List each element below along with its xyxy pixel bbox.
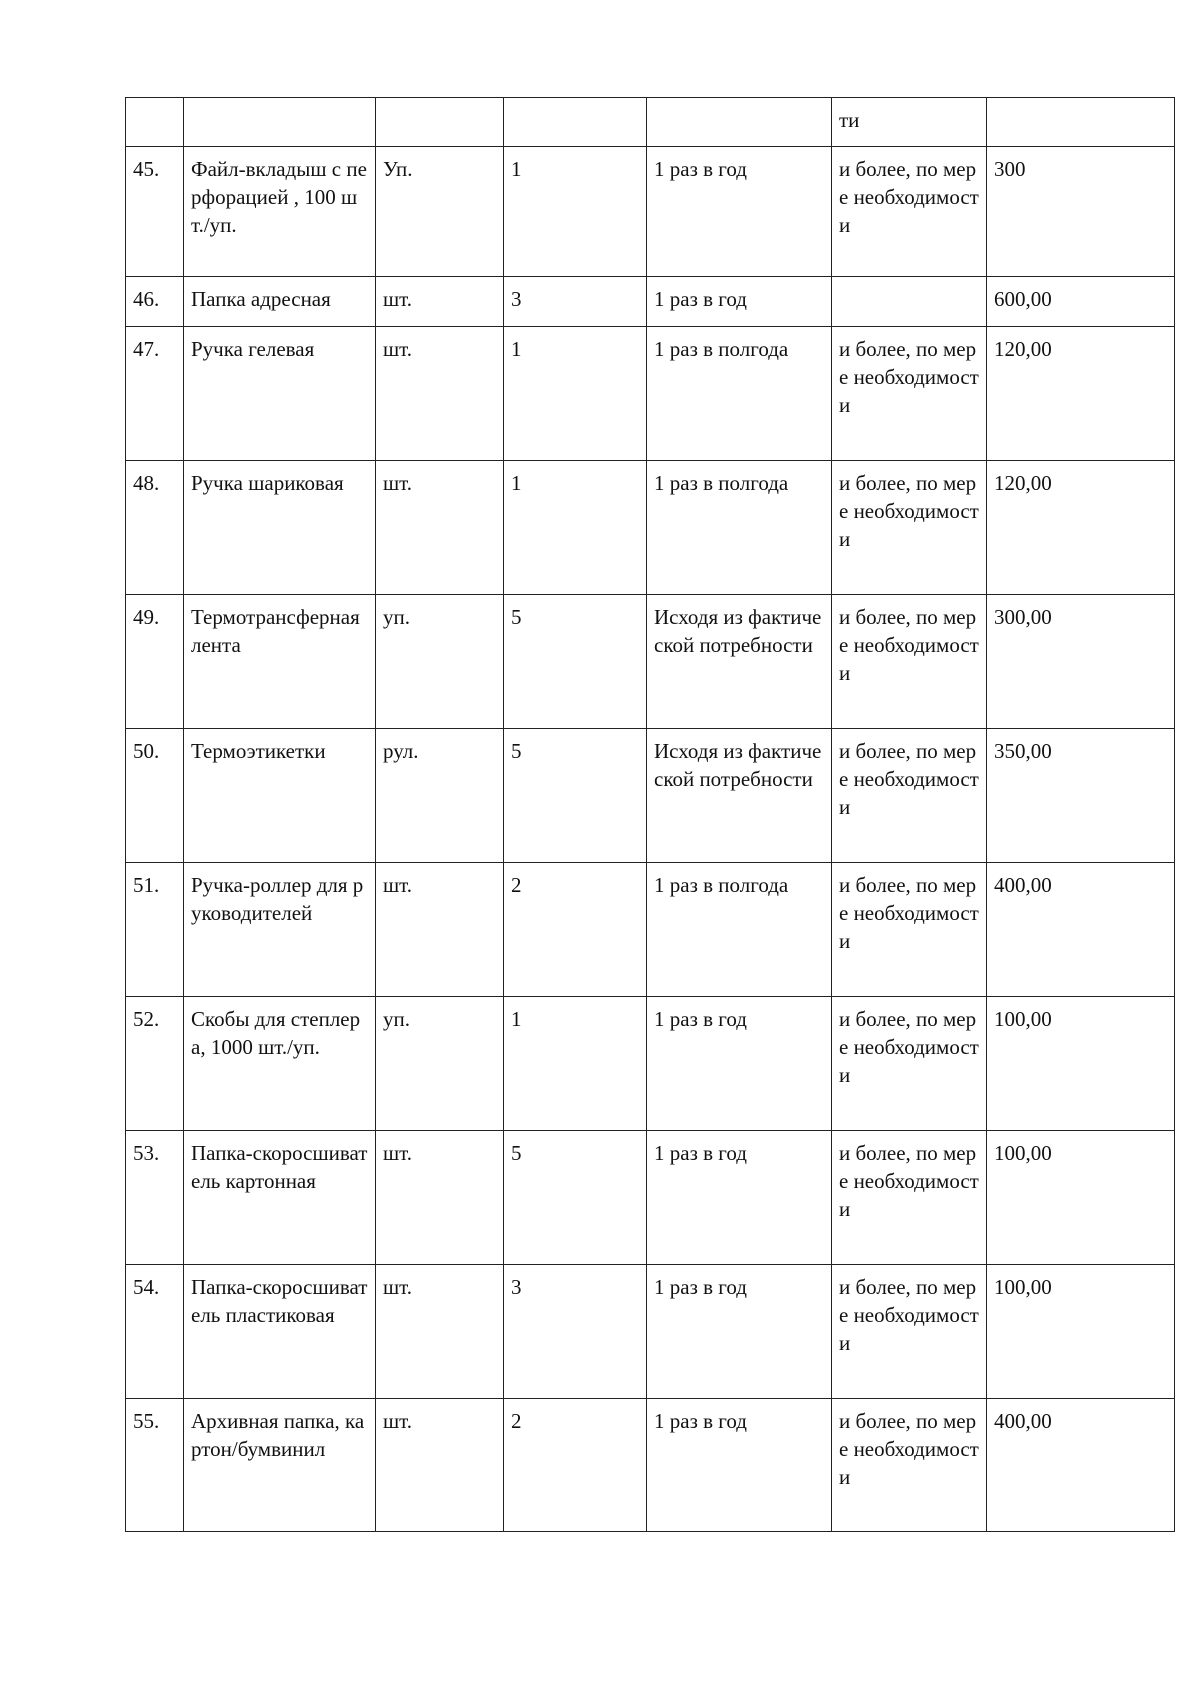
cell-name: Ручка шариковая: [184, 461, 376, 595]
cell-number: 54.: [126, 1265, 184, 1399]
table-row: [126, 595, 1175, 729]
cell-period: 1 раз в год: [647, 1265, 832, 1399]
table-row: [126, 327, 1175, 461]
cell-note: и более, по мере необходимости: [832, 1131, 987, 1265]
cell-period: 1 раз в год: [647, 277, 832, 327]
cell-name: Термотрансферная лента: [184, 595, 376, 729]
cell-price: [987, 98, 1175, 147]
cell-period: 1 раз в год: [647, 1131, 832, 1265]
table-row: [126, 1399, 1175, 1532]
table-row: [126, 277, 1175, 327]
cell-period: 1 раз в полгода: [647, 863, 832, 997]
cell-period: [647, 98, 832, 147]
cell-unit: шт.: [376, 461, 504, 595]
cell-number: 52.: [126, 997, 184, 1131]
cell-unit: шт.: [376, 327, 504, 461]
cell-note: и более, по мере необходимости: [832, 1265, 987, 1399]
cell-unit: шт.: [376, 277, 504, 327]
cell-note: и более, по мере необходимости: [832, 595, 987, 729]
cell-unit: шт.: [376, 1399, 504, 1532]
cell-quantity: [504, 98, 647, 147]
cell-quantity: 5: [504, 729, 647, 863]
cell-period: 1 раз в полгода: [647, 461, 832, 595]
cell-name: Термоэтикетки: [184, 729, 376, 863]
cell-name: Ручка гелевая: [184, 327, 376, 461]
table-row: [126, 1265, 1175, 1399]
cell-quantity: 3: [504, 277, 647, 327]
cell-name: Папка адресная: [184, 277, 376, 327]
cell-unit: уп.: [376, 595, 504, 729]
cell-quantity: 3: [504, 1265, 647, 1399]
cell-quantity: 1: [504, 461, 647, 595]
table-row: [126, 147, 1175, 277]
cell-price: 300,00: [987, 595, 1175, 729]
cell-note: и более, по мере необходимости: [832, 997, 987, 1131]
cell-name: Архивная папка, картон/бумвинил: [184, 1399, 376, 1532]
cell-unit: уп.: [376, 997, 504, 1131]
cell-number: 46.: [126, 277, 184, 327]
cell-name: Скобы для степлера, 1000 шт./уп.: [184, 997, 376, 1131]
cell-quantity: 1: [504, 997, 647, 1131]
cell-price: 100,00: [987, 1131, 1175, 1265]
cell-number: 50.: [126, 729, 184, 863]
cell-note: [832, 277, 987, 327]
cell-price: 400,00: [987, 1399, 1175, 1532]
cell-name: Папка-скоросшиватель картонная: [184, 1131, 376, 1265]
cell-price: 120,00: [987, 327, 1175, 461]
cell-number: 55.: [126, 1399, 184, 1532]
cell-price: 600,00: [987, 277, 1175, 327]
cell-price: 100,00: [987, 1265, 1175, 1399]
cell-price: 100,00: [987, 997, 1175, 1131]
table-row-continuation: [126, 98, 1175, 147]
cell-period: Исходя из фактической потребности: [647, 595, 832, 729]
cell-name: Папка-скоросшиватель пластиковая: [184, 1265, 376, 1399]
cell-quantity: 1: [504, 147, 647, 277]
cell-quantity: 5: [504, 595, 647, 729]
cell-unit: [376, 98, 504, 147]
cell-name: Ручка-роллер для руководителей: [184, 863, 376, 997]
cell-number: [126, 98, 184, 147]
cell-price: 350,00: [987, 729, 1175, 863]
cell-unit: шт.: [376, 1131, 504, 1265]
cell-period: 1 раз в полгода: [647, 327, 832, 461]
supplies-table: [125, 97, 1175, 1532]
cell-number: 48.: [126, 461, 184, 595]
cell-name: Файл-вкладыш с перфорацией , 100 шт./уп.: [184, 147, 376, 277]
cell-unit: Уп.: [376, 147, 504, 277]
cell-number: 53.: [126, 1131, 184, 1265]
table-row: [126, 997, 1175, 1131]
cell-period: Исходя из фактической потребности: [647, 729, 832, 863]
cell-price: 120,00: [987, 461, 1175, 595]
cell-note: и более, по мере необходимости: [832, 461, 987, 595]
cell-unit: шт.: [376, 863, 504, 997]
table-row: [126, 461, 1175, 595]
cell-number: 51.: [126, 863, 184, 997]
cell-price: 400,00: [987, 863, 1175, 997]
cell-period: 1 раз в год: [647, 997, 832, 1131]
table-row: [126, 729, 1175, 863]
cell-number: 47.: [126, 327, 184, 461]
cell-quantity: 2: [504, 863, 647, 997]
cell-note: и более, по мере необходимости: [832, 147, 987, 277]
cell-note: и более, по мере необходимости: [832, 863, 987, 997]
cell-quantity: 1: [504, 327, 647, 461]
cell-period: 1 раз в год: [647, 147, 832, 277]
cell-unit: шт.: [376, 1265, 504, 1399]
cell-quantity: 2: [504, 1399, 647, 1532]
cell-unit: рул.: [376, 729, 504, 863]
table-row: [126, 863, 1175, 997]
cell-note: и более, по мере необходимости: [832, 327, 987, 461]
cell-quantity: 5: [504, 1131, 647, 1265]
cell-number: 49.: [126, 595, 184, 729]
table-row: [126, 1131, 1175, 1265]
cell-price: 300: [987, 147, 1175, 277]
cell-note: и более, по мере необходимости: [832, 1399, 987, 1532]
cell-note: ти: [832, 98, 987, 147]
cell-note: и более, по мере необходимости: [832, 729, 987, 863]
cell-period: 1 раз в год: [647, 1399, 832, 1532]
cell-name: [184, 98, 376, 147]
cell-number: 45.: [126, 147, 184, 277]
